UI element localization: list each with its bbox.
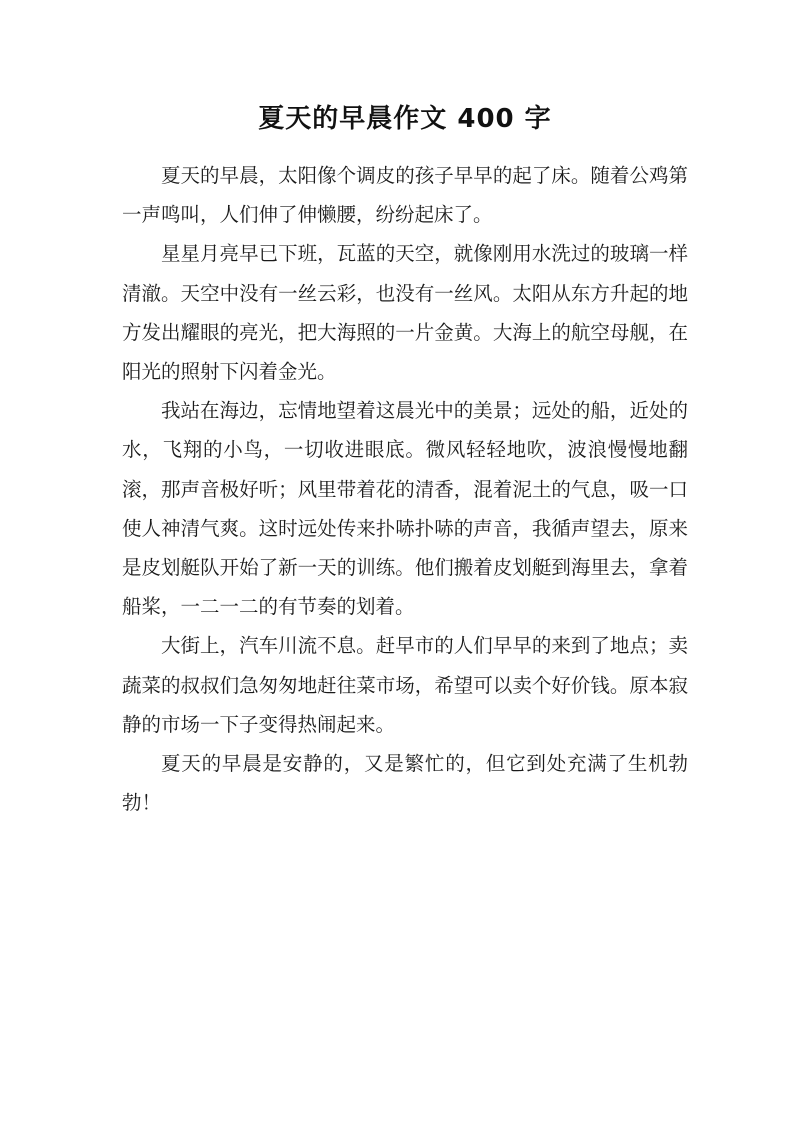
paragraph-5: 夏天的早晨是安静的，又是繁忙的，但它到处充满了生机勃勃！ bbox=[122, 752, 688, 815]
paragraph-1: 夏天的早晨，太阳像个调皮的孩子早早的起了床。随着公鸡第一声鸣叫，人们伸了伸懒腰，纷纷起床了。 bbox=[122, 164, 688, 227]
page-title: 夏天的早晨作文 400 字 bbox=[258, 104, 552, 134]
essay-body bbox=[122, 156, 688, 822]
paragraph-2: 星星月亮早已下班，瓦蓝的天空，就像刚用水洗过的玻璃一样清澈。天空中没有一丝云彩，也没有一丝风。太阳从东方升起的地方发出耀眼的亮光，把大海照的一片金黄。大海上的航空母舰，在阳光的照射下闪着金光。 bbox=[122, 242, 688, 384]
paragraph-4: 大街上，汽车川流不息。赶早市的人们早早的来到了地点；卖蔬菜的叔叔们急匆匆地赶往菜市场，希望可以卖个好价钱。原本寂静的市场一下子变得热闹起来。 bbox=[122, 634, 688, 736]
paragraph-3: 我站在海边，忘情地望着这晨光中的美景；远处的船，近处的水，飞翔的小鸟，一切收进眼底。微风轻轻地吹，波浪慢慢地翻滚，那声音极好听；风里带着花的清香，混着泥土的气息，吸一口使人神清气爽。这时远处传来扑哧扑哧的声音，我循声望去，原来是皮划艇队开始了新一天的训练。他们搬着皮划艇到海里去，拿着船桨，一二一二的有节奏的划着。 bbox=[122, 399, 688, 619]
document-page bbox=[122, 96, 688, 822]
